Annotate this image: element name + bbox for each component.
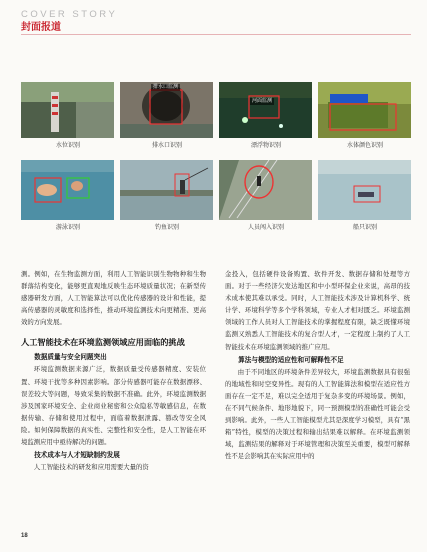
water-level-photo — [21, 82, 114, 138]
paragraph: 金投入，包括硬件设备购置、软件开发、数据存储和处理等方面。对于一些经济欠发达地区和中小型环保企业来说，高昂的技术成本使其难以承受。同时，人工智能技术涉及计算机科学、统计学、环境科学等多个学科领域，专业人才相对匮乏。环境监测领域的工作人员对人工智能技术的掌握程度有限，缺乏既懂环境监测又熟悉人工智能技术的复合型人才，一定程度上制约了人工智能技术在环境监测领域的推广应用。 — [225, 270, 410, 351]
floating-debris-photo — [219, 82, 312, 138]
header — [21, 9, 117, 34]
swimming-photo — [21, 160, 114, 220]
caption-swimming: 游泳识别 — [55, 224, 80, 231]
caption-fishing: 钓鱼识别 — [154, 224, 179, 231]
section-heading: 人工智能技术在环境监测领域应用面临的挑战 — [21, 337, 185, 348]
page-number: 18 — [21, 533, 28, 539]
caption-intrusion: 人员闯入识别 — [247, 224, 284, 231]
outfall-photo — [120, 82, 213, 138]
subheading: 算法与模型的适应性和可解释性不足 — [238, 355, 344, 364]
subheading: 数据质量与安全问题突出 — [34, 353, 107, 362]
cover-story-kicker: COVER STORY — [21, 9, 118, 20]
ship-photo — [318, 160, 411, 220]
caption-outfall: 排水口识别 — [151, 142, 182, 149]
paragraph: 由于不同地区的环境条件差异较大，环境监测数据具有很强的地域性和时空变异性。现有的人工智能算法和模型在适应性方面存在一定不足，难以完全适用于复杂多变的环境场景。例如，在不同气候条件、地形地貌下，同一预测模型的准确性可能会受到影响。此外，一些人工智能模型尤其是深度学习模型，具有“黑箱”特性，模型的决策过程和输出结果难以解释。在环境监测领域，监测结果的解释对于环境管理和决策至关重要，模型可解释性不足会影响其在实际应用中的 — [225, 367, 410, 461]
caption-floating-debris: 漂浮物识别 — [250, 142, 281, 149]
paragraph: 环境监测数据来源广泛，数据质量受传感器精度、安装位置、环境干扰等多种因素影响。部分传感器可能存在数据漂移、误差较大等问题，导致采集的数据不准确。此外，环境监测数据涉及国家环境安全、企业商业秘密和公众隐私等敏感信息，在数据传输、存储和使用过程中，面临着数据泄露、篡改等安全风险。如何保障数据的真实性、完整性和安全性，是人工智能在环境监测应用中亟待解决的问题。 — [21, 365, 206, 447]
article-right-column — [225, 268, 410, 462]
river-surface-overlay-label: 河面监测 — [252, 98, 273, 104]
outfall-overlay-label: 排水口监测 — [153, 84, 179, 90]
caption-ship: 船只识别 — [352, 224, 377, 231]
paragraph: 测。例如，在生物监测方面，利用人工智能识别生物物种和生物群落结构变化，能够更直观地反映生态环境质量状况；在新型传感器研发方面，人工智能算法可以优化传感器的设计和性能，提高传感器的灵敏度和选择性，推动环境监测技术向更精准、更高效的方向发展。 — [21, 270, 206, 327]
section-title: 封面报道 — [21, 22, 61, 33]
fishing-photo — [120, 160, 213, 220]
article-left-column — [21, 268, 206, 473]
subheading: 技术成本与人才短缺制约发展 — [34, 451, 120, 460]
intrusion-photo — [219, 160, 312, 220]
water-color-photo — [318, 82, 411, 138]
caption-water-color: 水体颜色识别 — [346, 142, 383, 149]
header-divider — [21, 34, 411, 35]
paragraph: 人工智能技术的研发和应用需要大量的资 — [33, 463, 149, 472]
caption-water-level: 水位识别 — [55, 142, 80, 149]
